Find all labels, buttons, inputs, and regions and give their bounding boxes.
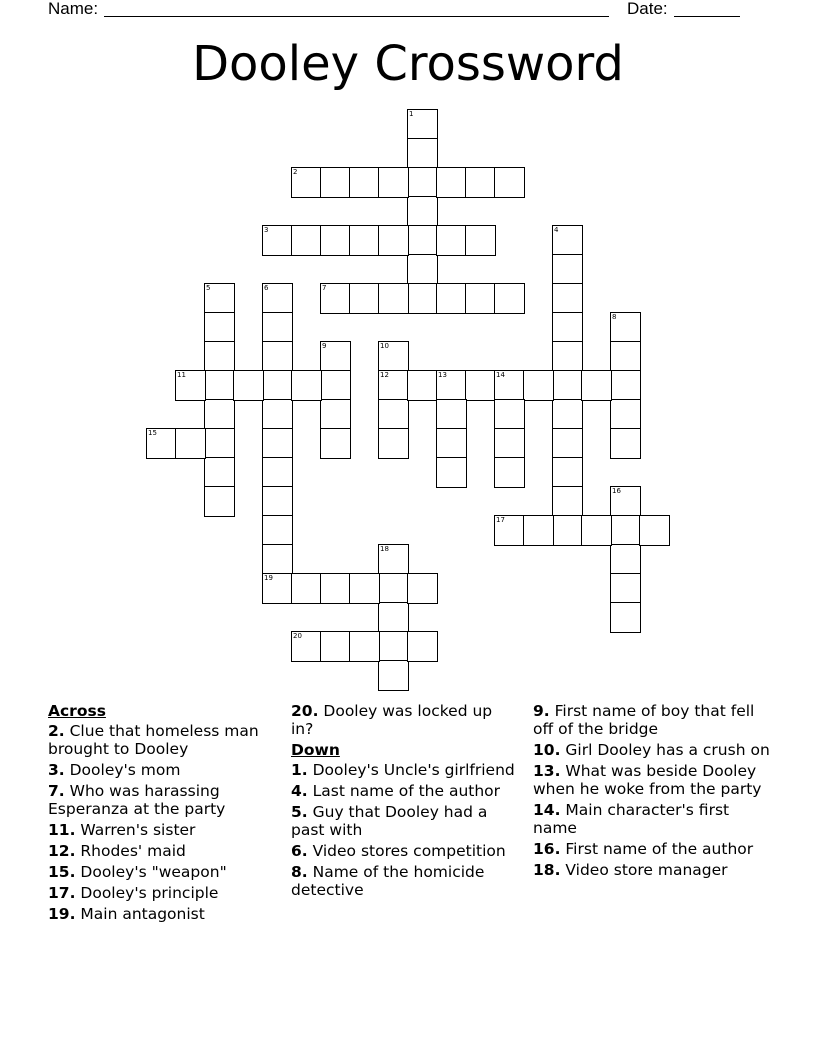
grid-cell[interactable] [639, 515, 670, 546]
grid-cell[interactable] [204, 370, 235, 401]
grid-cell[interactable] [610, 341, 641, 372]
grid-cell[interactable] [552, 254, 583, 285]
grid-cell[interactable] [320, 225, 351, 256]
grid-cell[interactable] [378, 370, 409, 401]
grid-cell[interactable] [494, 399, 525, 430]
grid-cell[interactable] [378, 428, 409, 459]
clue-number-label: 13. [533, 762, 561, 780]
clue-number: 5 [206, 284, 211, 292]
grid-cell[interactable] [407, 167, 438, 198]
grid-cell[interactable] [610, 399, 641, 430]
grid-cell[interactable] [552, 515, 583, 546]
grid-cell[interactable] [262, 370, 293, 401]
clue-text: Main antagonist [75, 905, 205, 923]
grid-cell[interactable] [262, 283, 293, 314]
grid-cell[interactable] [610, 544, 641, 575]
clue-item [48, 863, 278, 881]
clue-number-label: 4. [291, 782, 308, 800]
grid-cell[interactable] [378, 399, 409, 430]
grid-cell[interactable] [552, 486, 583, 517]
grid-cell[interactable] [407, 573, 438, 604]
clue-number-label: 14. [533, 801, 561, 819]
grid-cell[interactable] [378, 602, 409, 633]
grid-cell[interactable] [378, 225, 409, 256]
grid-cell[interactable] [552, 312, 583, 343]
grid-cell[interactable] [465, 370, 496, 401]
grid-cell[interactable] [407, 370, 438, 401]
grid-cell[interactable] [291, 370, 322, 401]
grid-cell[interactable] [407, 283, 438, 314]
name-label: Name: [48, 0, 99, 18]
grid-cell[interactable] [204, 486, 235, 517]
grid-cell[interactable] [262, 341, 293, 372]
grid-cell[interactable] [407, 631, 438, 662]
grid-cell[interactable] [552, 225, 583, 256]
clue-number-label: 15. [48, 863, 76, 881]
grid-cell[interactable] [523, 370, 554, 401]
clue-item [533, 741, 773, 759]
grid-cell[interactable] [610, 428, 641, 459]
clue-column-1 [48, 702, 278, 926]
clue-item [48, 905, 278, 923]
grid-cell[interactable] [378, 660, 409, 691]
clue-text: Video store manager [560, 861, 728, 879]
clue-column-3 [533, 702, 773, 882]
grid-cell[interactable] [320, 428, 351, 459]
clue-text: Dooley's "weapon" [75, 863, 227, 881]
clue-item [533, 861, 773, 879]
clue-item [48, 884, 278, 902]
grid-cell[interactable] [175, 370, 206, 401]
grid-cell[interactable] [262, 312, 293, 343]
clue-text: Rhodes' maid [75, 842, 186, 860]
grid-cell[interactable] [494, 428, 525, 459]
grid-cell[interactable] [465, 167, 496, 198]
clue-number: 10 [380, 342, 389, 350]
date-label: Date: [627, 0, 668, 18]
clue-number: 16 [612, 487, 621, 495]
grid-cell[interactable] [262, 486, 293, 517]
grid-cell[interactable] [349, 283, 380, 314]
clue-number-label: 8. [291, 863, 308, 881]
clue-number-label: 9. [533, 702, 550, 720]
down-heading: Down [291, 741, 340, 759]
clue-number: 4 [554, 226, 559, 234]
grid-cell[interactable] [262, 515, 293, 546]
clue-text: Video stores competition [307, 842, 506, 860]
grid-cell[interactable] [552, 283, 583, 314]
clue-number: 19 [264, 574, 273, 582]
clue-number-label: 10. [533, 741, 561, 759]
grid-cell[interactable] [233, 370, 264, 401]
grid-cell[interactable] [552, 341, 583, 372]
grid-cell[interactable] [378, 573, 409, 604]
grid-cell[interactable] [204, 312, 235, 343]
clue-number: 13 [438, 371, 447, 379]
clue-number: 17 [496, 516, 505, 524]
grid-cell[interactable] [494, 167, 525, 198]
clue-item [48, 782, 278, 818]
clue-number: 3 [264, 226, 269, 234]
clue-text: First name of the author [560, 840, 754, 858]
clue-item [291, 863, 516, 899]
clue-number-label: 5. [291, 803, 308, 821]
grid-cell[interactable] [262, 428, 293, 459]
clue-number-label: 19. [48, 905, 76, 923]
grid-cell[interactable] [349, 225, 380, 256]
grid-cell[interactable] [291, 167, 322, 198]
grid-cell[interactable] [494, 370, 525, 401]
grid-cell[interactable] [262, 399, 293, 430]
grid-cell[interactable] [378, 341, 409, 372]
name-field[interactable] [104, 16, 609, 17]
clue-item [48, 821, 278, 839]
grid-cell[interactable] [320, 573, 351, 604]
clue-text: Main character's first name [533, 801, 730, 837]
grid-cell[interactable] [436, 225, 467, 256]
date-field[interactable] [674, 16, 740, 17]
down-clue-list [291, 761, 516, 899]
clue-text: Guy that Dooley had a past with [291, 803, 488, 839]
grid-cell[interactable] [320, 341, 351, 372]
grid-cell[interactable] [349, 573, 380, 604]
clue-number-label: 12. [48, 842, 76, 860]
clue-number-label: 20. [291, 702, 319, 720]
clue-item [291, 782, 516, 800]
clue-item [291, 702, 516, 738]
grid-cell[interactable] [320, 631, 351, 662]
grid-cell[interactable] [494, 457, 525, 488]
clue-number-label: 11. [48, 821, 76, 839]
grid-cell[interactable] [436, 167, 467, 198]
grid-cell[interactable] [407, 225, 438, 256]
grid-cell[interactable] [552, 370, 583, 401]
clue-item [533, 702, 773, 738]
grid-cell[interactable] [436, 428, 467, 459]
clue-number: 15 [148, 429, 157, 437]
grid-cell[interactable] [436, 457, 467, 488]
clue-text: Dooley was locked up in? [291, 702, 493, 738]
grid-cell[interactable] [378, 544, 409, 575]
clue-item [291, 803, 516, 839]
clue-text: Dooley's mom [64, 761, 181, 779]
grid-cell[interactable] [378, 283, 409, 314]
grid-cell[interactable] [262, 225, 293, 256]
grid-cell[interactable] [291, 225, 322, 256]
page-title: Dooley Crossword [192, 36, 624, 92]
clue-number: 7 [322, 284, 327, 292]
grid-cell[interactable] [436, 399, 467, 430]
grid-cell[interactable] [610, 602, 641, 633]
clue-text: Last name of the author [307, 782, 501, 800]
clue-text: Who was harassing Esperanza at the party [48, 782, 226, 818]
grid-cell[interactable] [407, 138, 438, 169]
clue-number-label: 6. [291, 842, 308, 860]
grid-cell[interactable] [610, 370, 641, 401]
grid-cell[interactable] [494, 515, 525, 546]
grid-cell[interactable] [552, 399, 583, 430]
grid-cell[interactable] [175, 428, 206, 459]
grid-cell[interactable] [610, 486, 641, 517]
clue-number-label: 2. [48, 722, 65, 740]
grid-cell[interactable] [581, 515, 612, 546]
grid-cell[interactable] [465, 225, 496, 256]
across-heading: Across [48, 702, 106, 720]
clue-item [48, 842, 278, 860]
clue-text: Girl Dooley has a crush on [560, 741, 770, 759]
grid-cell[interactable] [291, 573, 322, 604]
grid-cell[interactable] [262, 457, 293, 488]
grid-cell[interactable] [204, 341, 235, 372]
across-clue-list [48, 722, 278, 923]
grid-cell[interactable] [465, 283, 496, 314]
grid-cell[interactable] [610, 515, 641, 546]
grid-cell[interactable] [349, 167, 380, 198]
grid-cell[interactable] [320, 167, 351, 198]
clue-item [533, 801, 773, 837]
grid-cell[interactable] [523, 515, 554, 546]
clue-number: 9 [322, 342, 327, 350]
clue-number: 12 [380, 371, 389, 379]
grid-cell[interactable] [552, 428, 583, 459]
clue-text: Warren's sister [75, 821, 196, 839]
grid-cell[interactable] [204, 283, 235, 314]
clue-number: 11 [177, 371, 186, 379]
grid-cell[interactable] [407, 109, 438, 140]
clue-number-label: 18. [533, 861, 561, 879]
clue-number: 8 [612, 313, 617, 321]
grid-cell[interactable] [610, 573, 641, 604]
grid-cell[interactable] [320, 370, 351, 401]
clue-number-label: 1. [291, 761, 308, 779]
clue-text: First name of boy that fell off of the bridge [533, 702, 755, 738]
clue-number: 20 [293, 632, 302, 640]
grid-cell[interactable] [407, 254, 438, 285]
grid-cell[interactable] [204, 428, 235, 459]
grid-cell[interactable] [610, 312, 641, 343]
grid-cell[interactable] [262, 544, 293, 575]
grid-cell[interactable] [581, 370, 612, 401]
grid-cell[interactable] [407, 196, 438, 227]
across-clue-list-continued [291, 702, 516, 738]
clue-number-label: 3. [48, 761, 65, 779]
grid-cell[interactable] [552, 457, 583, 488]
clue-item [533, 840, 773, 858]
grid-cell[interactable] [204, 399, 235, 430]
clue-number: 6 [264, 284, 269, 292]
grid-cell[interactable] [378, 631, 409, 662]
clue-item [291, 761, 516, 779]
clue-text: Clue that homeless man brought to Dooley [48, 722, 259, 758]
clue-item [533, 762, 773, 798]
clue-item [48, 761, 278, 779]
clue-item [48, 722, 278, 758]
clue-text: Name of the homicide detective [291, 863, 485, 899]
grid-cell[interactable] [494, 283, 525, 314]
clue-text: Dooley's Uncle's girlfriend [307, 761, 515, 779]
clue-number: 18 [380, 545, 389, 553]
clue-number-label: 7. [48, 782, 65, 800]
clue-column-2 [291, 702, 516, 902]
grid-cell[interactable] [320, 399, 351, 430]
grid-cell[interactable] [291, 631, 322, 662]
clue-text: What was beside Dooley when he woke from the party [533, 762, 762, 798]
clue-number: 2 [293, 168, 298, 176]
grid-cell[interactable] [320, 283, 351, 314]
clue-text: Dooley's principle [75, 884, 219, 902]
grid-cell[interactable] [436, 370, 467, 401]
clue-item [291, 842, 516, 860]
clue-number: 1 [409, 110, 414, 118]
grid-cell[interactable] [262, 573, 293, 604]
grid-cell[interactable] [378, 167, 409, 198]
clue-number: 14 [496, 371, 505, 379]
grid-cell[interactable] [146, 428, 177, 459]
grid-cell[interactable] [349, 631, 380, 662]
down-clue-list-continued [533, 702, 773, 879]
clue-number-label: 17. [48, 884, 76, 902]
grid-cell[interactable] [204, 457, 235, 488]
clue-number-label: 16. [533, 840, 561, 858]
grid-cell[interactable] [436, 283, 467, 314]
